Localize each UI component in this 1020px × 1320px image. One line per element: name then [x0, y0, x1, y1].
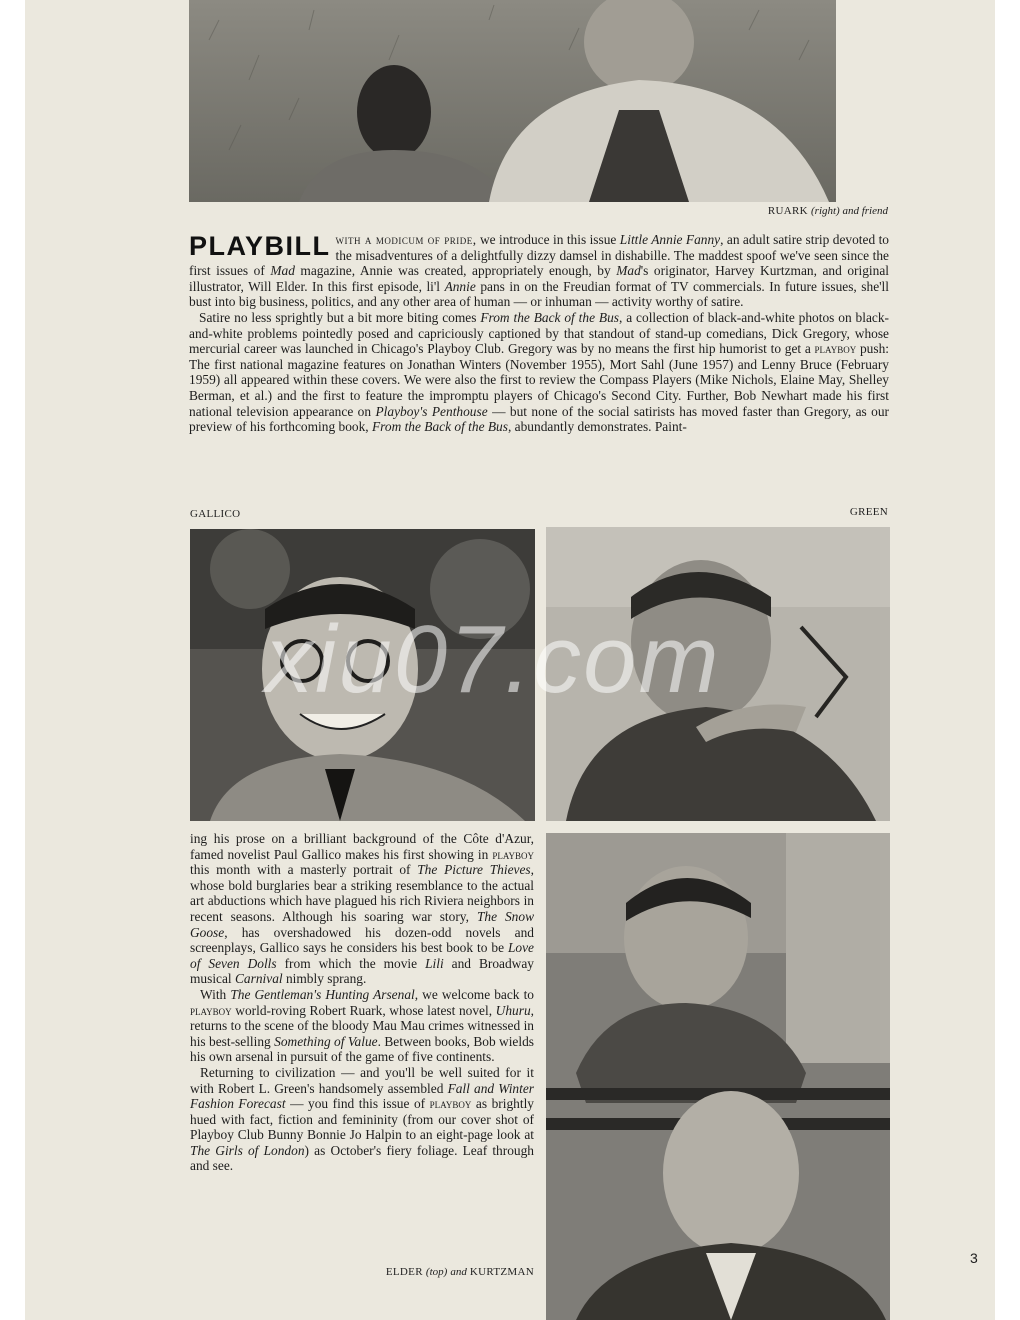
playboy-smallcaps: playboy — [492, 846, 534, 862]
title-run: Mad — [616, 263, 641, 279]
caption-elder-note: (top) — [425, 1266, 448, 1278]
text-run: magazine, Annie was created, appropriately enough, by — [294, 263, 617, 279]
caption-kurtzman-name: KURTZMAN — [469, 1266, 534, 1278]
playboy-smallcaps: playboy — [190, 1002, 232, 1018]
text-run: With — [200, 986, 231, 1002]
text-run: , we welcome back to — [414, 986, 534, 1002]
caption-ruark-note: (right) and friend — [811, 205, 888, 217]
magazine-page — [25, 0, 995, 1320]
caption-ruark — [705, 205, 888, 217]
watermark-text: xiu07.com — [265, 606, 721, 713]
playbill-paragraph-1 — [189, 232, 889, 310]
text-run: , an adult satire strip devoted to the misadventures of a delightfully dizzy damsel in dishabille. The maddest spoof we've seen since the first issues of — [189, 232, 889, 279]
text-run: , has overshadowed his dozen-odd novels and screenplays, Gallico says he considers his best book to be — [190, 924, 534, 956]
text-run: and Broadway musical — [190, 955, 534, 987]
column-paragraph-3 — [190, 1065, 534, 1174]
caption-ruark-name: RUARK — [767, 205, 808, 217]
playbill-paragraph-2 — [189, 310, 889, 435]
text-run: , whose bold burglaries bear a striking resemblance to the actual art abductions which have plagued his rich Riviera neighbors in recent seasons. Although his soaring war story, — [190, 862, 534, 924]
text-run: this month with a masterly portrait of — [190, 862, 418, 878]
title-run: The Girls of London — [190, 1142, 305, 1158]
title-run: From the Back of the Bus — [480, 309, 619, 325]
text-run: pans in on the Freudian format of TV commercials. In future issues, she'll bust into big business, politics, and any other area of human — or inhuman — activity worthy of satire. — [189, 278, 889, 310]
title-run: Lili — [425, 955, 444, 971]
title-run: Annie — [444, 278, 476, 294]
title-run: Uhuru — [495, 1002, 531, 1018]
title-run: Playboy's Penthouse — [375, 403, 488, 419]
text-run: push: The first national magazine features on Jonathan Winters (November 1955), Mort Sahl (June 1957) and Lenny Bruce (February 1959) all appeared within these covers. We were also the first to review the Compass Players (Mike Nichols, Elaine May, Shelley Berman, et al.) and the first to feature the impromptu players of Chicago's Second City. Further, Bob Newhart made his first national television appearance on — [189, 341, 889, 419]
title-run: Something of Value — [274, 1033, 378, 1049]
text-run: , abundantly demonstrates. Paint- — [507, 419, 687, 435]
text-run: — you find this issue of — [285, 1096, 430, 1112]
title-run: Fall and Winter Fashion Forecast — [190, 1080, 534, 1112]
text-run: we introduce in this issue — [476, 232, 620, 247]
title-run: The Picture Thieves — [417, 862, 531, 878]
title-run: Mad — [270, 263, 295, 279]
title-run: Little Annie Fanny — [619, 232, 721, 247]
text-run: , returns to the scene of the bloody Mau Mau crimes witnessed in his best-selling — [190, 1002, 534, 1049]
title-run: From the Back of the Bus — [371, 419, 508, 435]
text-run: as brightly hued with fact, fiction and femininity (from our cover shot of Playboy Club Bunny Bonnie Jo Halpin to an eight-page look at — [190, 1096, 534, 1143]
title-run: The Snow Goose — [190, 908, 535, 940]
text-run: . Between books, Bob wields his own arsenal in pursuit of the game of five continents. — [190, 1033, 534, 1065]
column-paragraph-2 — [190, 987, 534, 1065]
title-run: The Gentleman's Hunting Arsenal — [230, 986, 415, 1002]
caption-elder-kurtzman — [325, 1266, 534, 1278]
caption-elder-name: ELDER — [385, 1266, 423, 1278]
text-run: ) as October's fiery foliage. Leaf through and see. — [190, 1142, 534, 1174]
text-run: 's originator, Harvey Kurtzman, and original illustrator, Will Elder. In this first episode, li'l — [189, 263, 889, 294]
playbill-main-text — [189, 232, 889, 435]
text-run: — but none of the social satirists has moved faster than Gregory, as our preview of his forthcoming book, — [189, 403, 889, 435]
text-run: world-roving Robert Ruark, whose latest novel, — [231, 1002, 496, 1018]
title-run: Love of Seven Dolls — [190, 940, 534, 971]
photo-elder-and-kurtzman — [546, 833, 890, 1320]
playboy-smallcaps: playboy — [814, 341, 857, 357]
text-run: ing his prose on a brilliant background of the Côte d'Azur, famed novelist Paul Gallico makes his first showing in — [190, 831, 534, 862]
playbill-column-text — [190, 831, 534, 1174]
caption-and: and — [450, 1266, 467, 1278]
text-run: Satire no less sprightly but a bit more biting comes — [199, 309, 481, 325]
photo-ruark-and-friend — [189, 0, 836, 202]
title-run: Carnival — [235, 971, 283, 987]
playbill-heading: PLAYBILL — [189, 231, 331, 261]
lead-in: with a modicum of pride, — [335, 232, 477, 247]
text-run: from which the movie — [276, 955, 426, 971]
page-number: 3 — [970, 1250, 978, 1266]
text-run: nimbly sprang. — [282, 971, 367, 987]
caption-green: GREEN — [849, 506, 888, 518]
caption-gallico: GALLICO — [190, 508, 241, 520]
text-run: Returning to civilization — and you'll be well suited for it with Robert L. Green's handsomely assembled — [190, 1064, 534, 1096]
text-run: , a collection of black-and-white photos on black-and-white problems pointedly posed and capriciously captioned by that standout of stand-up comedians, Dick Gregory, whose mercurial career was launched in Chicago's Playboy Club. Gregory was by no means the first hip humorist to get a — [189, 309, 889, 357]
column-paragraph-1 — [190, 831, 534, 987]
playboy-smallcaps: playboy — [429, 1096, 472, 1112]
